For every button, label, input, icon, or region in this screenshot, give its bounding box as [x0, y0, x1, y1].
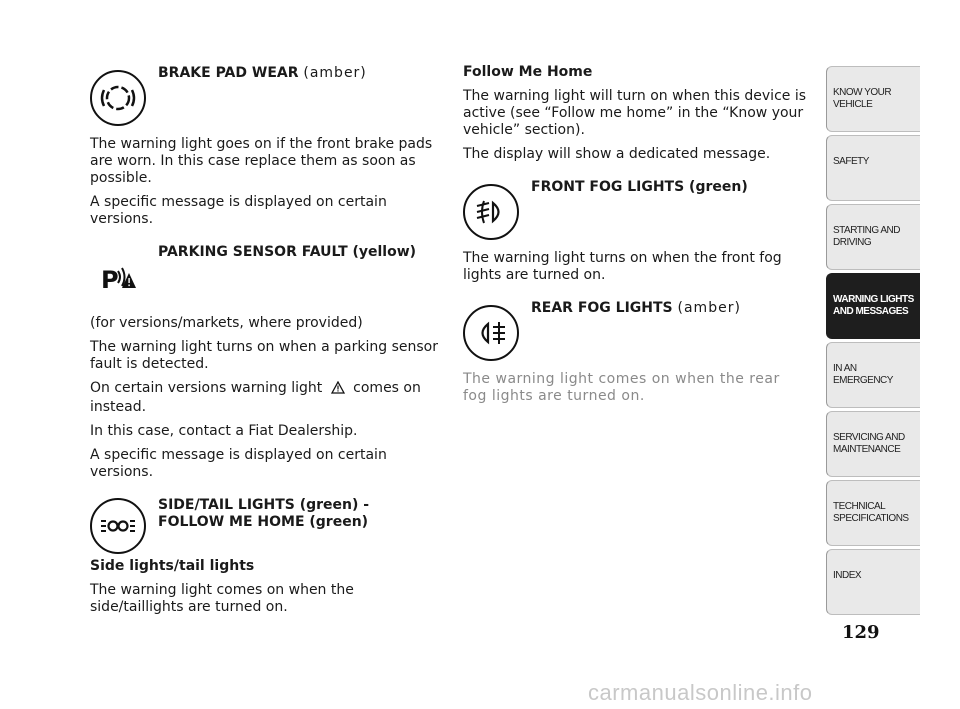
side-lights-subhead: Side lights/tail lights: [90, 558, 255, 574]
side-lights-title: [158, 496, 440, 531]
tab-label: STARTING AND DRIVING: [833, 225, 900, 248]
brake-pad-wear-title: [158, 64, 440, 82]
side-title-line2: FOLLOW ME HOME (green): [158, 514, 369, 530]
side-lights-icon: [90, 498, 146, 554]
tab-safety[interactable]: [826, 135, 920, 201]
parking-p3-end: comes on instead.: [90, 380, 421, 415]
tab-label: SERVICING AND MAINTENANCE: [833, 432, 905, 455]
left-column: [90, 64, 440, 623]
tab-technical-specifications[interactable]: [826, 480, 920, 546]
parking-sensor-block: [90, 243, 440, 315]
right-column: [463, 64, 808, 412]
rear-fog-paragraph: The warning light comes on when the rear fog lights are turned on.: [463, 371, 780, 404]
parking-paragraph-1: (for versions/markets, where provided): [90, 315, 363, 331]
rear-fog-color-text: (amber): [677, 300, 741, 316]
tab-label: IN AN EMERGENCY: [833, 363, 893, 386]
tab-in-an-emergency[interactable]: [826, 342, 920, 408]
rear-fog-light-icon: [463, 305, 519, 361]
side-lights-block: [90, 496, 440, 558]
brake-paragraph-1: The warning light goes on if the front brake pads are worn. In this case replace them as soon as possible.: [90, 136, 433, 186]
tab-index[interactable]: [826, 549, 920, 615]
follow-paragraph-1: The warning light will turn on when this device is active (see “Follow me home” in the “Know your vehicle” section).: [463, 88, 807, 138]
brake-paragraph-2: A specific message is displayed on certain versions.: [90, 194, 387, 227]
warning-triangle-icon: [331, 381, 345, 399]
rear-fog-title-text: REAR FOG LIGHTS: [531, 300, 673, 316]
brake-color-text: (amber): [303, 65, 367, 81]
parking-paragraph-3: [90, 380, 440, 416]
parking-paragraph-4: In this case, contact a Fiat Dealership.: [90, 423, 358, 439]
front-fog-paragraph: The warning light turns on when the front fog lights are turned on.: [463, 250, 782, 283]
side-lights-paragraph: The warning light comes on when the side/taillights are turned on.: [90, 582, 354, 615]
parking-sensor-title: PARKING SENSOR FAULT (yellow): [158, 244, 417, 260]
watermark: carmanualsonline.info: [588, 680, 813, 705]
rear-fog-title: [531, 299, 808, 317]
rear-fog-block: [463, 299, 808, 371]
front-fog-title: FRONT FOG LIGHTS (green): [531, 179, 748, 195]
page-number: 129: [842, 622, 880, 643]
tab-warning-lights-and-messages[interactable]: [826, 273, 920, 339]
brake-title-text: BRAKE PAD WEAR: [158, 65, 299, 81]
side-title-line1: SIDE/TAIL LIGHTS (green) -: [158, 497, 370, 513]
tab-label: WARNING LIGHTS AND MESSAGES: [833, 294, 914, 317]
brake-pad-wear-icon: [90, 70, 146, 126]
tab-label: SAFETY: [833, 156, 869, 167]
follow-paragraph-2: The display will show a dedicated message.: [463, 146, 771, 162]
parking-sensor-fault-icon: [90, 249, 146, 305]
parking-p3-start: On certain versions warning light: [90, 380, 323, 396]
tab-starting-and-driving[interactable]: [826, 204, 920, 270]
svg-text:P: P: [101, 266, 119, 294]
tab-know-your-vehicle[interactable]: [826, 66, 920, 132]
tab-label: TECHNICAL SPECIFICATIONS: [833, 501, 909, 524]
front-fog-block: [463, 178, 808, 250]
brake-pad-wear-block: [90, 64, 440, 136]
tab-servicing-and-maintenance[interactable]: [826, 411, 920, 477]
chapter-tabs: [826, 66, 920, 618]
parking-paragraph-2: The warning light turns on when a parking sensor fault is detected.: [90, 339, 438, 372]
front-fog-light-icon: [463, 184, 519, 240]
tab-label: INDEX: [833, 570, 862, 581]
tab-label: KNOW YOUR VEHICLE: [833, 87, 892, 110]
follow-me-home-subhead: Follow Me Home: [463, 64, 593, 80]
parking-paragraph-5: A specific message is displayed on certain versions.: [90, 447, 387, 480]
